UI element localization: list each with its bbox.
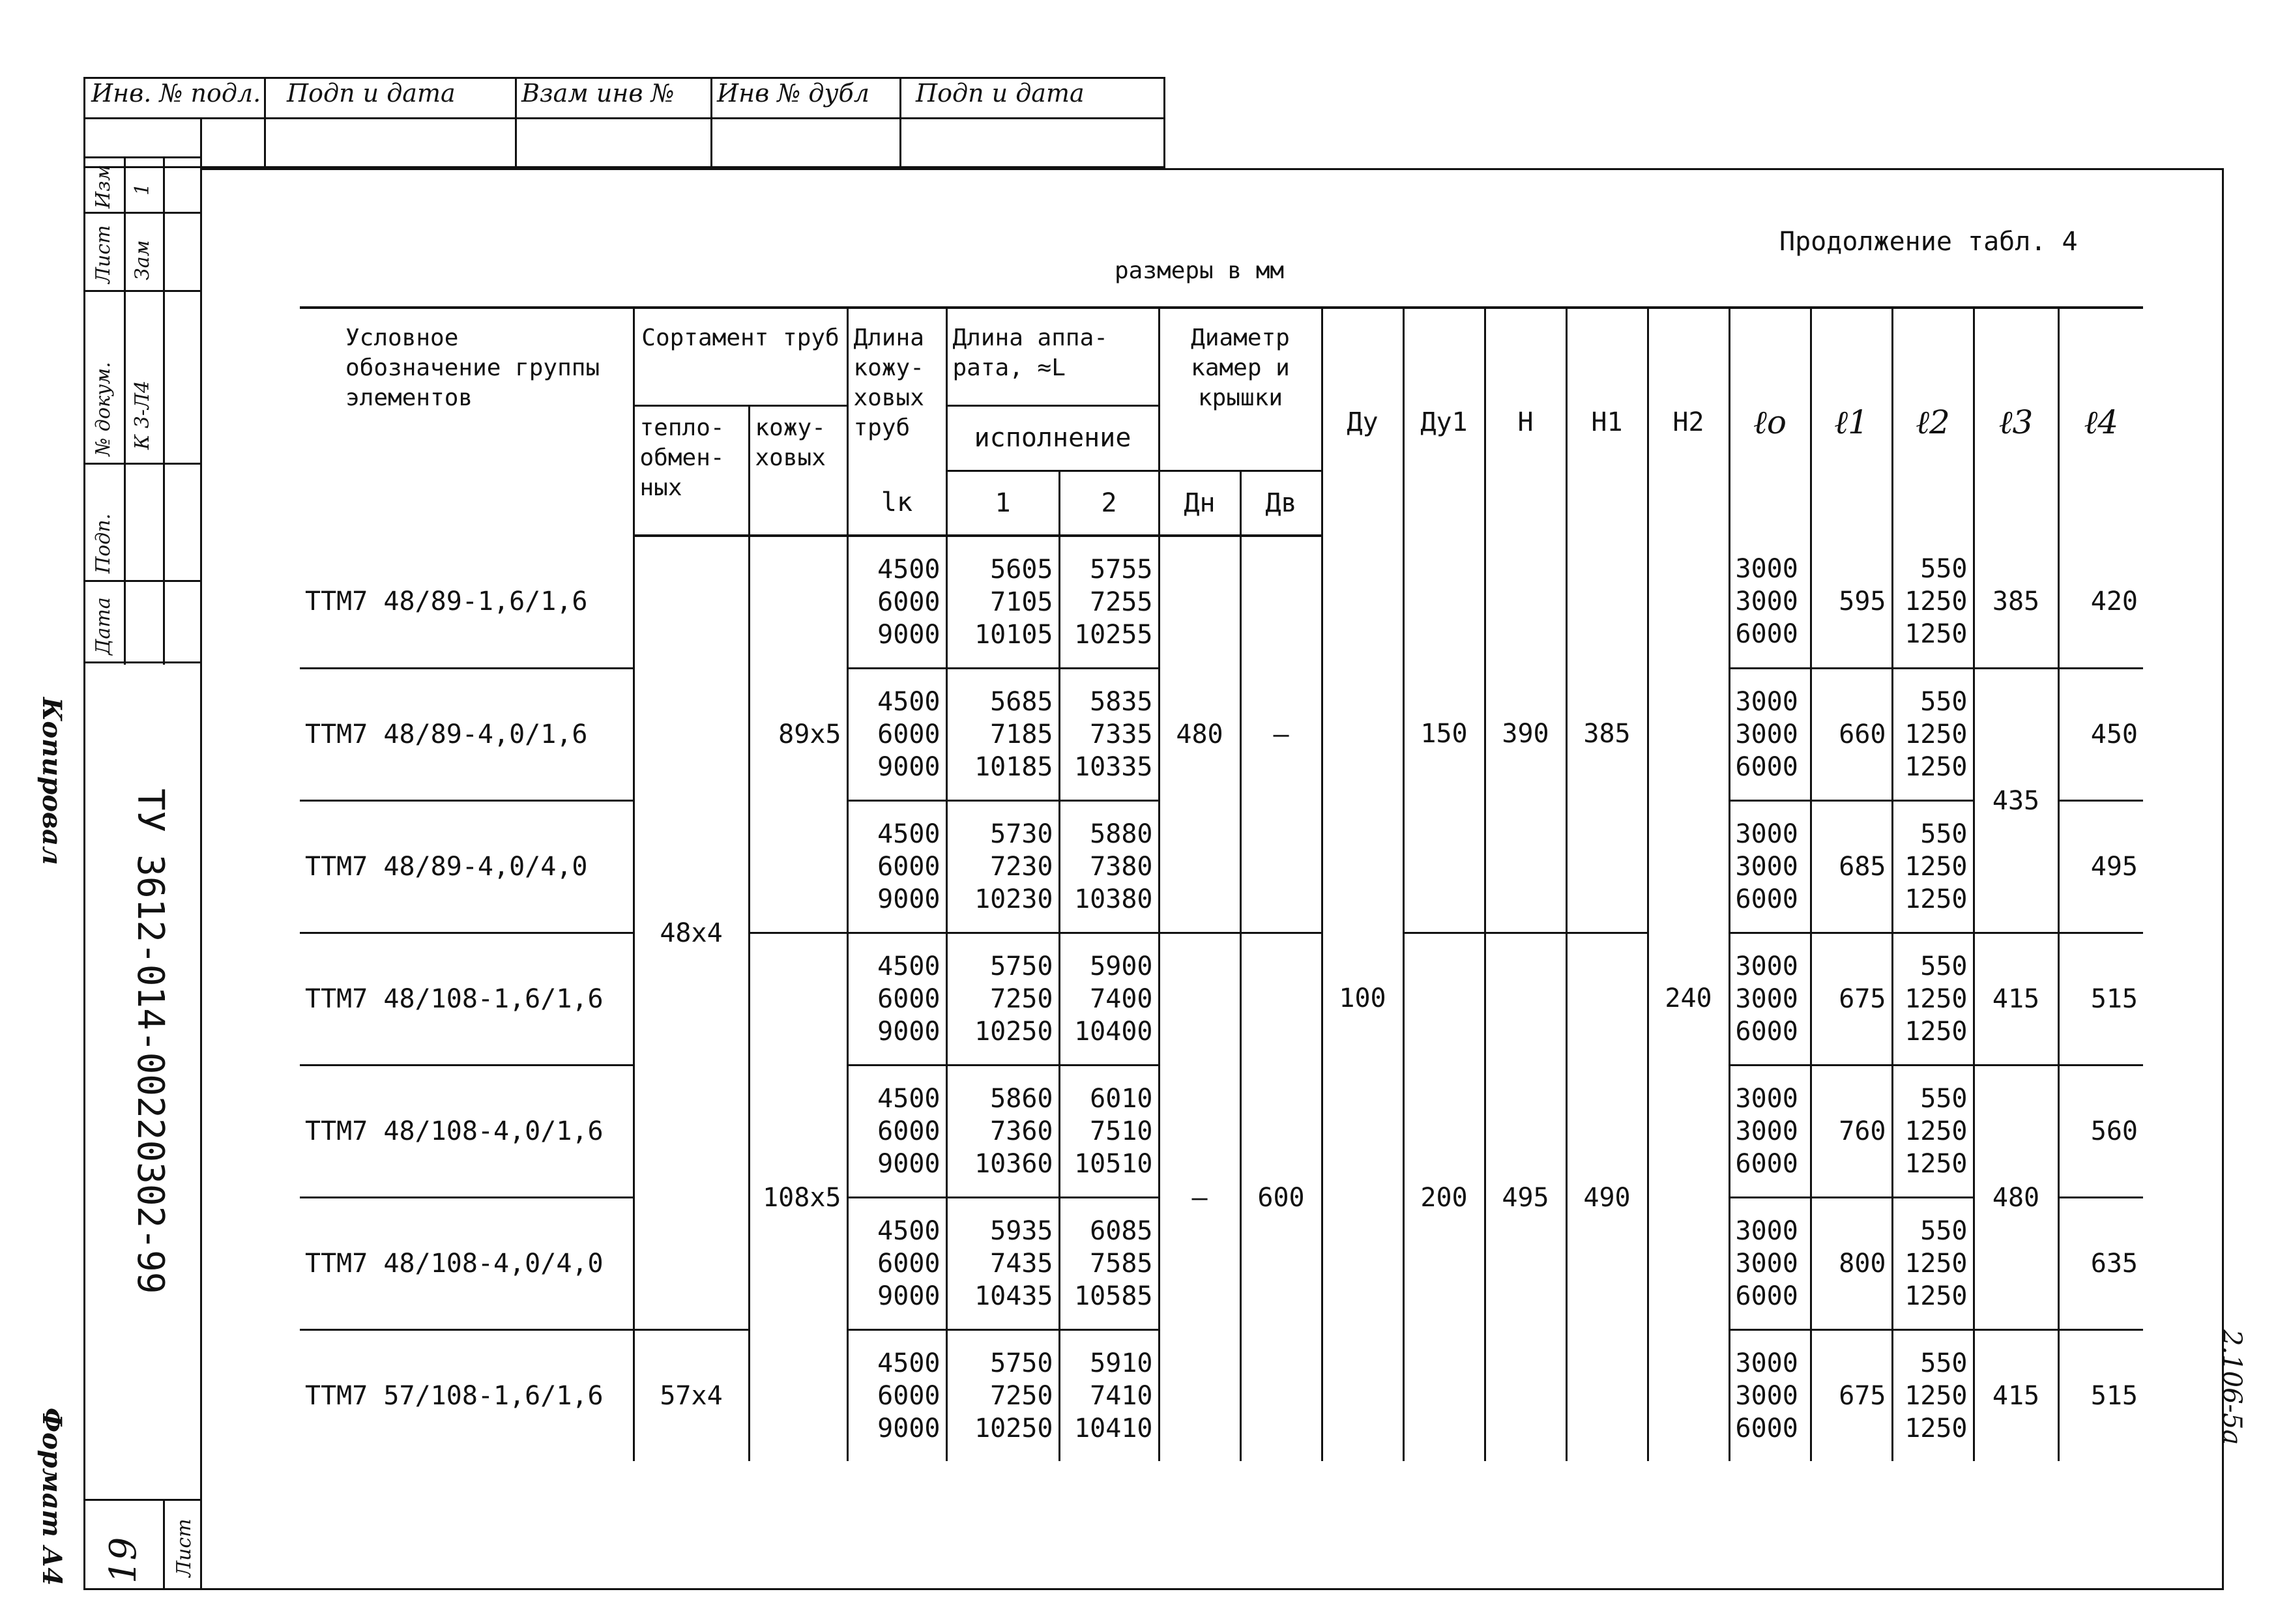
row-l1: 595 (1811, 536, 1892, 669)
row-designation: ТТМ7 48/108-4,0/4,0 (300, 1198, 634, 1330)
row-len1: 5860 7360 10360 (946, 1066, 1059, 1198)
header-v1: 1 (995, 487, 1011, 518)
row-lk: 4500 6000 9000 (847, 933, 946, 1066)
header-designation: Условное обозначение группы элементов (345, 325, 600, 411)
left-strip-divider (83, 661, 202, 663)
rev-doc-value: К 3-Л4 (131, 380, 154, 450)
cell-du1: 200 (1403, 933, 1485, 1462)
specification-table (300, 306, 2143, 1461)
row-lk: 4500 6000 9000 (847, 1330, 946, 1462)
rev-list-value: Зам (131, 240, 154, 280)
cell-du: 100 (1322, 536, 1403, 1461)
cell-h: 390 (1485, 536, 1566, 933)
row-l2: 550 1250 1250 (1892, 1330, 1974, 1462)
row-lk: 4500 6000 9000 (847, 536, 946, 669)
specification-body (300, 536, 2143, 1461)
header-dn: Дн (1184, 487, 1216, 518)
row-designation: ТТМ7 48/89-4,0/4,0 (300, 801, 634, 933)
page-frame-top (202, 168, 1165, 170)
rev-izm-value: 1 (131, 182, 154, 196)
left-strip-divider (83, 463, 202, 465)
header-du1: Ду1 (1420, 407, 1468, 437)
stamp-divider (899, 77, 901, 168)
rev-izm-label: Изм (92, 164, 115, 209)
left-strip-divider (163, 156, 165, 665)
cell-l3: 415 (1974, 1330, 2058, 1462)
row-lk: 4500 6000 9000 (847, 1198, 946, 1330)
row-l1: 675 (1811, 933, 1892, 1066)
row-len1: 5605 7105 10105 (946, 536, 1059, 669)
continuation-label: Продолжение табл. 4 (1779, 227, 2078, 257)
header-h2: Н2 (1672, 407, 1704, 437)
cell-du1: 150 (1403, 536, 1485, 933)
stamp-header-divider (83, 117, 1165, 119)
stamp-divider (710, 77, 712, 168)
row-lk: 4500 6000 9000 (847, 1066, 946, 1198)
row-l1: 800 (1811, 1198, 1892, 1330)
row-l2: 550 1250 1250 (1892, 1198, 1974, 1330)
row-len1: 5685 7185 10185 (946, 669, 1059, 801)
cell-dn: – (1159, 933, 1240, 1462)
rev-data-label: Дата (92, 597, 115, 655)
cell-tube: 48x4 (634, 536, 749, 1330)
cell-h1: 490 (1566, 933, 1648, 1462)
header-h: Н (1517, 407, 1534, 437)
left-strip-divider (124, 156, 126, 665)
row-l2: 550 1250 1250 (1892, 933, 1974, 1066)
header-assortment: Сортамент труб (641, 325, 839, 351)
row-l0: 3000 3000 6000 (1729, 1066, 1811, 1198)
stamp-divider (264, 77, 266, 168)
header-lk: lк (881, 487, 913, 517)
cell-dn: 480 (1159, 536, 1240, 933)
row-l1: 660 (1811, 669, 1892, 801)
header-v2: 2 (1101, 487, 1117, 518)
row-len2: 6010 7510 10510 (1059, 1066, 1159, 1198)
row-l4: 450 (2058, 669, 2143, 801)
row-l0: 3000 3000 6000 (1729, 801, 1811, 933)
header-l2: ℓ2 (1916, 403, 1950, 441)
row-l0: 3000 3000 6000 (1729, 669, 1811, 801)
row-l4: 515 (2058, 933, 2143, 1066)
side-label-right: 2.106-5а (2217, 1329, 2247, 1445)
row-len2: 6085 7585 10585 (1059, 1198, 1159, 1330)
row-len2: 5880 7380 10380 (1059, 801, 1159, 933)
header-dv: Дв (1265, 487, 1297, 518)
header-l3: ℓ3 (1998, 403, 2034, 441)
stamp-podp-data: Подп и дата (287, 79, 456, 108)
cell-h1: 385 (1566, 536, 1648, 933)
row-len1: 5750 7250 10250 (946, 933, 1059, 1066)
row-l1: 675 (1811, 1330, 1892, 1462)
left-strip-divider (83, 156, 202, 158)
header-h1: Н1 (1591, 407, 1623, 437)
left-strip-divider (83, 580, 202, 582)
stamp-inv-dubl: Инв № дубл (717, 79, 869, 108)
cell-shell: 89x5 (749, 536, 847, 933)
side-label-kopiroval: Копировал (36, 697, 67, 865)
sheet-number: 19 (102, 1537, 145, 1584)
side-label-format: Формат А4 (36, 1408, 67, 1586)
row-designation: ТТМ7 57/108-1,6/1,6 (300, 1330, 634, 1462)
row-l4: 420 (2058, 536, 2143, 669)
header-l4: ℓ4 (2084, 403, 2119, 441)
row-len2: 5900 7400 10400 (1059, 933, 1159, 1066)
row-l4: 635 (2058, 1198, 2143, 1330)
row-designation: ТТМ7 48/108-4,0/1,6 (300, 1066, 634, 1198)
left-strip-divider (83, 1499, 202, 1501)
row-l1: 760 (1811, 1066, 1892, 1198)
row-l4: 560 (2058, 1066, 2143, 1198)
header-l1: ℓ1 (1834, 403, 1869, 441)
cell-l3: 385 (1974, 536, 2058, 669)
stamp-podp-data-2: Подп и дата (916, 79, 1085, 108)
row-l2: 550 1250 1250 (1892, 536, 1974, 669)
cell-l3: 480 (1974, 1066, 2058, 1330)
row-l0: 3000 3000 6000 (1729, 1330, 1811, 1462)
stamp-divider (515, 77, 517, 168)
left-strip-divider (163, 1499, 165, 1590)
row-l0: 3000 3000 6000 (1729, 933, 1811, 1066)
row-len1: 5935 7435 10435 (946, 1198, 1059, 1330)
cell-tube: 57x4 (634, 1330, 749, 1462)
header-version: исполнение (974, 423, 1131, 453)
cell-h2: 240 (1648, 536, 1729, 1461)
row-len2: 5910 7410 10410 (1059, 1330, 1159, 1462)
cell-dv: 600 (1240, 933, 1322, 1462)
row-l4: 515 (2058, 1330, 2143, 1462)
row-lk: 4500 6000 9000 (847, 801, 946, 933)
cell-h: 495 (1485, 933, 1566, 1462)
header-apparatus-length: Длина аппа-рата, ≈L (952, 325, 1108, 381)
header-heat-exchange: тепло-обмен-ных (639, 414, 725, 501)
cell-l3: 435 (1974, 669, 2058, 933)
row-len2: 5755 7255 10255 (1059, 536, 1159, 669)
row-l2: 550 1250 1250 (1892, 1066, 1974, 1198)
row-designation: ТТМ7 48/108-1,6/1,6 (300, 933, 634, 1066)
row-l0: 3000 3000 6000 (1729, 1198, 1811, 1330)
cell-shell: 108x5 (749, 933, 847, 1462)
row-l0: 3000 3000 6000 (1729, 536, 1811, 669)
stamp-inv-podl: Инв. № подл. (91, 79, 261, 108)
header-du: Ду (1347, 407, 1379, 437)
header-shell-length: Длина кожу-ховых труб (853, 325, 924, 441)
row-lk: 4500 6000 9000 (847, 669, 946, 801)
row-len2: 5835 7335 10335 (1059, 669, 1159, 801)
table-row (300, 933, 2143, 1066)
stamp-vzam-inv: Взам инв № (521, 79, 675, 108)
row-len1: 5730 7230 10230 (946, 801, 1059, 933)
row-designation: ТТМ7 48/89-1,6/1,6 (300, 536, 634, 669)
left-strip-divider (83, 212, 202, 214)
row-l2: 550 1250 1250 (1892, 801, 1974, 933)
rev-podp-label: Подп. (92, 513, 115, 573)
left-strip-divider (83, 290, 202, 292)
header-shell: кожу-ховых (755, 414, 826, 471)
rev-doc-label: № докум. (92, 362, 115, 456)
header-chamber-diameter: Диаметр камер и крышки (1191, 325, 1290, 411)
row-l1: 685 (1811, 801, 1892, 933)
cell-dv: – (1240, 536, 1322, 933)
rev-list-label: Лист (92, 225, 115, 283)
document-code: ТУ 3612-014-00220302-99 (129, 789, 171, 1294)
cell-l3: 415 (1974, 933, 2058, 1066)
row-designation: ТТМ7 48/89-4,0/1,6 (300, 669, 634, 801)
row-l4: 495 (2058, 801, 2143, 933)
table-row (300, 536, 2143, 669)
sheet-label: Лист (173, 1518, 196, 1577)
row-l2: 550 1250 1250 (1892, 669, 1974, 801)
units-label: размеры в мм (1115, 257, 1285, 284)
header-l0: ℓо (1753, 403, 1787, 441)
row-len1: 5750 7250 10250 (946, 1330, 1059, 1462)
